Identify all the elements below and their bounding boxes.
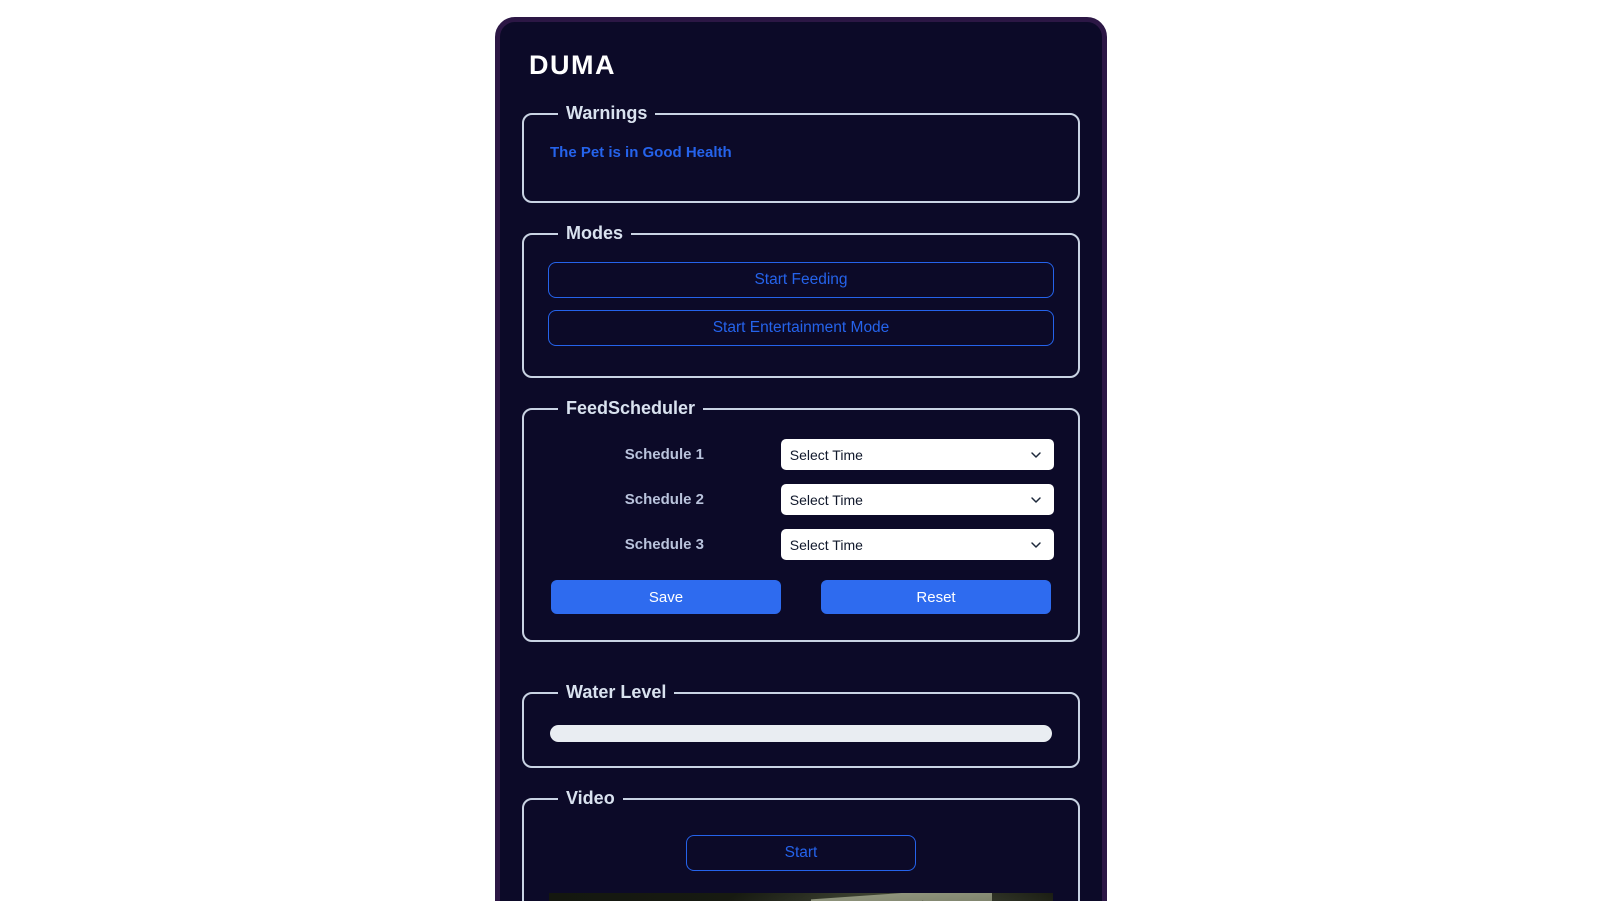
modes-section	[522, 223, 1080, 378]
water-level-bar	[550, 725, 1052, 742]
video-title: Video	[566, 788, 615, 808]
feed-scheduler-section	[522, 398, 1080, 642]
video-frame	[549, 893, 1053, 901]
start-feeding-button[interactable]: Start Feeding	[548, 262, 1054, 298]
scheduler-actions	[548, 580, 1054, 614]
duma-logo: DUMA	[529, 50, 616, 80]
schedule-1-label: Schedule 1	[624, 446, 704, 463]
feed-scheduler-title: FeedScheduler	[566, 398, 696, 418]
chevron-down-icon	[1028, 492, 1044, 508]
schedule-1-selected-value: Select Time	[789, 446, 863, 463]
schedule-2-time-select[interactable]	[781, 484, 1054, 515]
schedule-2-selected-value: Select Time	[789, 491, 863, 508]
app-card	[495, 17, 1107, 901]
warning-message: The Pet is in Good Health	[550, 144, 732, 161]
warnings-title: Warnings	[566, 103, 648, 123]
schedule-3-label: Schedule 3	[624, 536, 704, 553]
chevron-down-icon	[1028, 447, 1044, 463]
schedule-row-2	[548, 484, 1054, 515]
save-button[interactable]: Save	[551, 580, 781, 614]
schedule-row-3	[548, 529, 1054, 560]
video-start-button[interactable]: Start	[686, 835, 916, 871]
video-ceiling-area	[811, 893, 992, 901]
video-section	[522, 788, 1080, 901]
water-level-title: Water Level	[566, 682, 667, 702]
schedule-2-label: Schedule 2	[624, 491, 704, 508]
start-entertainment-button[interactable]: Start Entertainment Mode	[548, 310, 1054, 346]
schedule-row-1	[548, 439, 1054, 470]
schedule-3-time-select[interactable]	[781, 529, 1054, 560]
schedule-3-selected-value: Select Time	[789, 536, 863, 553]
modes-title: Modes	[566, 223, 624, 243]
chevron-down-icon	[1028, 537, 1044, 553]
water-level-section	[522, 682, 1080, 768]
warnings-section	[522, 103, 1080, 203]
schedule-1-time-select[interactable]	[781, 439, 1054, 470]
reset-button[interactable]: Reset	[821, 580, 1051, 614]
